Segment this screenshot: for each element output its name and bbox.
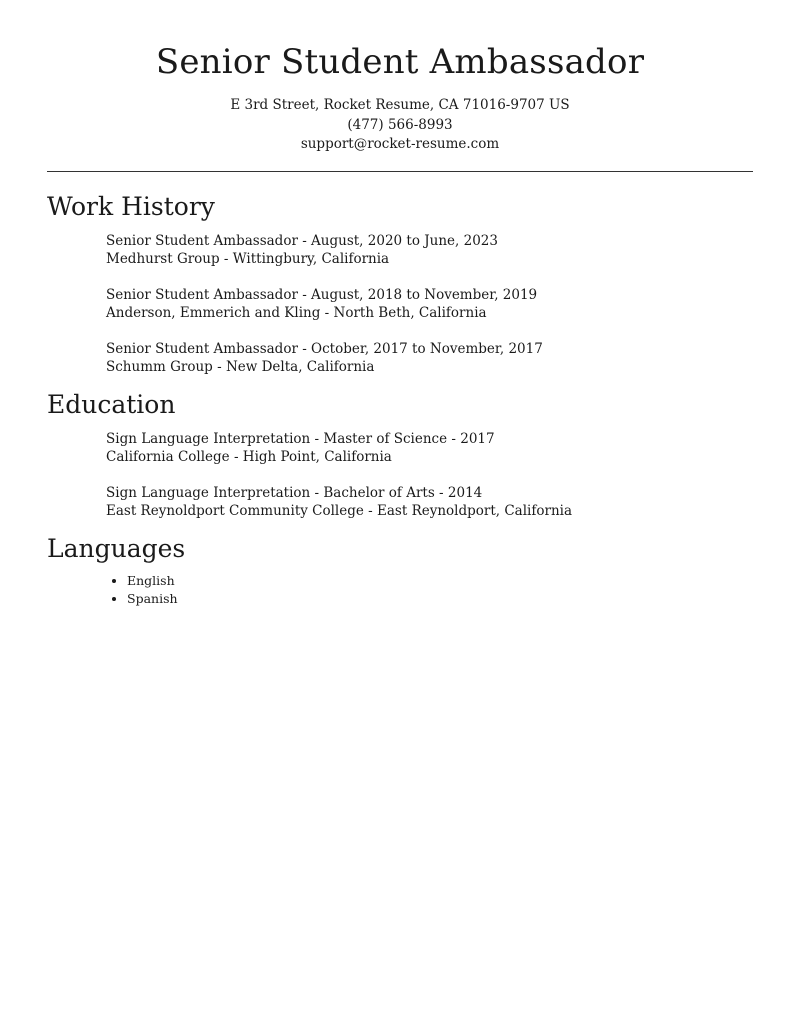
education-school-line: California College - High Point, California — [106, 449, 392, 465]
work-company-line: Anderson, Emmerich and Kling - North Beth, California — [106, 305, 487, 321]
education-entry — [106, 430, 753, 467]
work-entry — [106, 232, 753, 269]
education-heading: Education — [47, 389, 176, 419]
education-degree-line: Sign Language Interpretation - Master of Science - 2017 — [106, 430, 495, 447]
work-company-line: Schumm Group - New Delta, California — [106, 359, 375, 375]
email-text: support@rocket-resume.com — [300, 136, 500, 152]
work-role-line: Senior Student Ambassador - October, 2017 to November, 2017 — [106, 340, 543, 357]
languages-list — [47, 572, 753, 608]
contact-info — [47, 96, 753, 155]
work-role-line: Senior Student Ambassador - August, 2018 to November, 2019 — [106, 286, 538, 303]
page-title: Senior Student Ambassador — [155, 42, 645, 82]
education-list — [47, 430, 753, 521]
language-item: • English — [127, 572, 753, 590]
education-school-line: East Reynoldport Community College - East Reynoldport, California — [106, 503, 573, 519]
work-company-line: Medhurst Group - Wittingbury, California — [106, 251, 390, 267]
phone-text: (477) 566-8993 — [347, 116, 453, 133]
header-divider — [47, 171, 753, 172]
work-history-list — [47, 232, 753, 377]
education-degree-line: Sign Language Interpretation - Bachelor of Arts - 2014 — [106, 484, 483, 501]
work-entry — [106, 286, 753, 323]
work-history-heading: Work History — [47, 191, 215, 221]
work-role-line: Senior Student Ambassador - August, 2020 to June, 2023 — [106, 232, 498, 249]
work-entry — [106, 340, 753, 377]
languages-heading: Languages — [47, 533, 186, 563]
education-entry — [106, 484, 753, 521]
resume-header — [47, 0, 753, 155]
address-text: E 3rd Street, Rocket Resume, CA 71016-9707 US — [230, 97, 570, 113]
language-item: • Spanish — [127, 590, 753, 608]
